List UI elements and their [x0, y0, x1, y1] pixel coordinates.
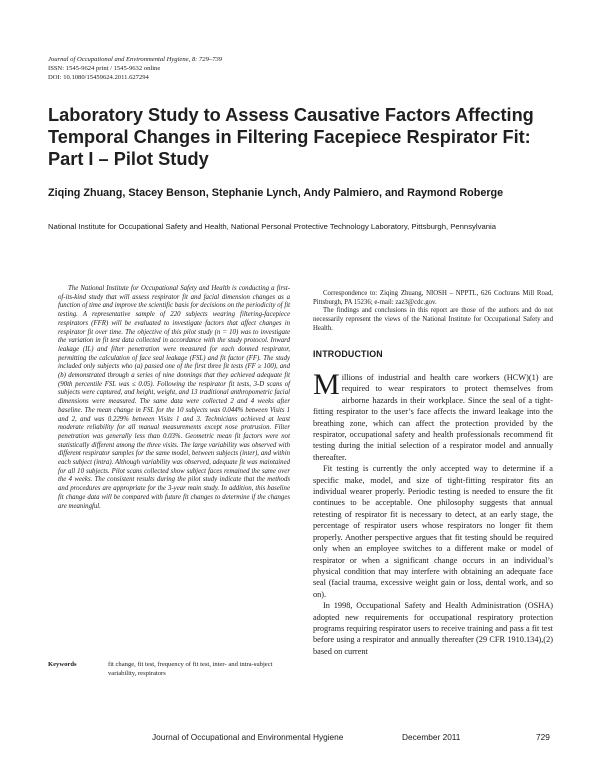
- correspondence-note: [313, 290, 553, 334]
- journal-citation: Journal of Occupational and Environmental Hygiene, 8: 729–739: [48, 56, 223, 63]
- page-number: 729: [536, 732, 550, 742]
- abstract: The National Institute for Occupational Safety and Health is conducting a first-of-its-kind study that will assess respirator fit and facial dimension changes as a function of time and improve the scientific basis for decisions on the periodicity of fit testing. A representative sample of 220 subjects wearing filtering-facepiece respirators (FFR) will be evaluated to investigate factors that affect changes in respirator fit over time. The objective of this pilot study (n = 10) was to investigate the variation in fit test data collected in accordance with the study protocol. Inward leakage (IL) and filter penetration were measured for each donned respirator, permitting the calculation of face seal leakage (FSL) and fit factor (FF). The study included only subjects who (a) passed one of the first three fit tests (FF ≥ 100), and (b) demonstrated through a series of nine donnings that they achieved adequate fit (90th percentile FSL was ≤ 0.05). Following the respirator fit tests, 3-D scans of subjects were captured, and height, weight, and 13 traditional anthropometric facial dimensions were measured. The same data were collected 2 and 4 weeks after baseline. The mean change in FSL for the 10 subjects was 0.044% between Visits 1 and 2, and was 0.229% between Visits 1 and 3. Technicians achieved at least moderate reliability for all manual measurements except nose protrusion. Filter penetration was generally less than 0.03%. Geometric mean fit factors were not statistically different among the three visits. The large variability was observed with different respirator samples for the same model, between subjects (inter), and within each subject (intra). Although variability was observed, adequate fit was maintained for all 10 subjects. Pilot scans collected show subject faces remained the same over the 4 weeks. The consistent results during the pilot study indicate that the methods and procedures are appropriate for the 3-year main study. In addition, this baseline fit change data will be compared with future fit changes to determine if the changes are meaningful.: [58, 285, 290, 510]
- author-list: Ziqing Zhuang, Stacey Benson, Stephanie Lynch, Andy Palmiero, and Raymond Roberge: [48, 187, 504, 199]
- footer-date: December 2011: [402, 732, 461, 742]
- issn: ISSN: 1545-9624 print / 1545-9632 online: [48, 65, 161, 72]
- intro-paragraph-2: Fit testing is currently the only accepted way to determine if a specific make, model, and size of tight-fitting respirator fits an individual wearer properly. Periodic testing is needed to ensure the fit continues to be acceptable. One philosophy suggests that annual retesting of respirator fit is necessary to detect, at an early stage, the percentage of respirator users whose respirators no longer fit them properly. Another perspective argues that fit testing should be required only when an employee switches to a different make or model of respirator or when a significant change occurs in an individual’s physical condition that may interfere with obtaining an adequate face seal (facial trauma, excessive weight gain or loss, dental work, and so on).: [313, 464, 553, 599]
- intro-paragraph-3: In 1998, Occupational Safety and Health Administration (OSHA) adopted new requirements for occupational respiratory protection programs requiring respirator users to receive training and pass a fit test before using a respirator and annually thereafter (29 CFR 1910.134),(2) based on current: [313, 601, 553, 656]
- keywords-label: Keywords: [48, 661, 77, 668]
- drop-cap: M: [313, 368, 340, 401]
- intro-paragraph-1: [313, 368, 553, 463]
- correspondence-address: Correspondence to: Ziqing Zhuang, NIOSH – NPPTL, 626 Cochrans Mill Road, Pittsburgh, PA 15236; e-mail: zaz3@cdc.gov.: [313, 290, 553, 306]
- keywords-text: fit change, fit test, frequency of fit test, inter- and intra-subject variability, respirators: [108, 661, 273, 677]
- affiliation: National Institute for Occupational Safety and Health, National Personal Protective Technology Laboratory, Pittsburgh, Pennsylvania: [48, 222, 496, 231]
- article-title: Laboratory Study to Assess Causative Factors Affecting Temporal Changes in Filtering Facepiece Respirator Fit: Part I – Pilot Study: [48, 105, 534, 169]
- introduction-body: [313, 368, 553, 657]
- journal-metadata: [48, 55, 348, 82]
- intro-paragraph-1-text: illions of industrial and health care workers (HCW)(1) are required to wear respirators to protect themselves from airborne hazards in their workplace. Since the seal of a tight-fitting respirator to the user’s face affects the inward leakage into the breathing zone, which can affect the protection provided by the respirator, occupational safety and health professionals recommend fit testing during the initial selection of a respirator model and annually thereafter.: [313, 373, 553, 462]
- disclaimer: The findings and conclusions in this report are those of the authors and do not necessarily represent the views of the National Institute for Occupational Safety and Health.: [313, 307, 553, 332]
- footer-journal: Journal of Occupational and Environmental Hygiene: [152, 732, 344, 742]
- page-footer: [0, 732, 600, 746]
- doi: DOI: 10.1080/15459624.2011.627294: [48, 74, 149, 81]
- section-heading-introduction: INTRODUCTION: [313, 349, 383, 359]
